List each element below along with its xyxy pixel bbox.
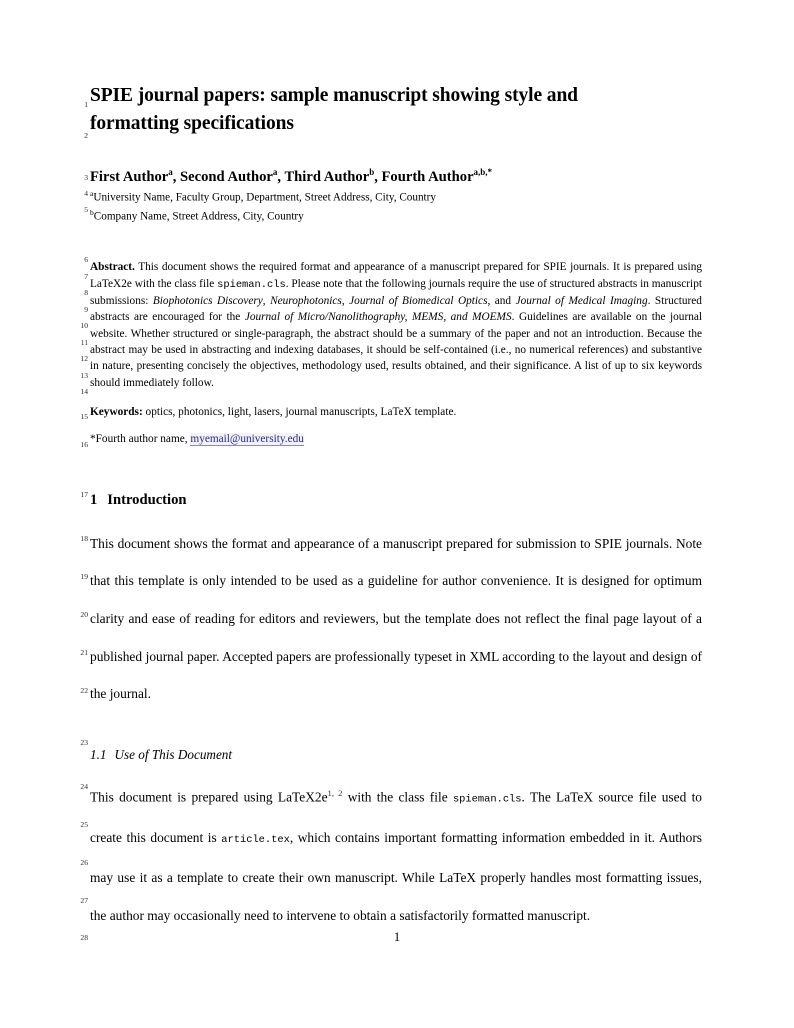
line-number: 27 (80, 896, 88, 905)
line-number: 5 (84, 205, 88, 214)
author-2-affil-mark: a (272, 167, 278, 178)
para-text-4: , which contains important formatting information embedded in it. Authors may use it as a template to create their own manuscript. While LaTeX properly handles most formatting issues, the author may occasionally need to intervene to obtain a satisfactorily formatted manuscript. (90, 829, 702, 924)
author-4: Fourth Author (381, 169, 474, 186)
para-text-1: This document is prepared using LaTeX2e (90, 789, 328, 805)
line-number: 10 (80, 321, 88, 330)
author-2: Second Author (180, 169, 273, 186)
abstract-part-3: , (262, 294, 271, 307)
email-link[interactable]: myemail@university.edu (190, 433, 304, 446)
affiliation-a (90, 188, 702, 206)
abstract-part-1: This document shows the required format and appearance of a manuscript prepared for SPIE journals. It is prepared using LaTeX2e with the class file (90, 261, 702, 290)
footnote-prefix: *Fourth author name, (90, 433, 191, 446)
affiliation-b-text: Company Name, Street Address, City, Country (93, 211, 304, 224)
abstract-journal-2: Neurophotonics (270, 294, 342, 307)
subsection-heading-1-1 (90, 747, 702, 763)
subsection-1-1-paragraph (90, 775, 702, 935)
keywords (90, 404, 702, 420)
line-number: 12 (80, 354, 88, 363)
keywords-label: Keywords: (90, 406, 143, 419)
line-number: 28 (80, 933, 88, 942)
line-number: 9 (84, 305, 88, 314)
abstract-part-2: . Please note that the following journals require the use of structured abstracts in manuscript submissions: (90, 277, 702, 307)
line-number: 20 (80, 610, 88, 619)
author-3: Third Author (284, 169, 370, 186)
abstract-part-4: , (341, 294, 350, 307)
line-number: 1 (84, 100, 88, 109)
author-1: First Author (90, 169, 169, 186)
page-title (90, 82, 702, 137)
subsection-number-1-1: 1.1 (90, 746, 107, 762)
affiliation-b (90, 207, 702, 225)
citation-link[interactable]: 1, 2 (327, 787, 343, 798)
source-file-name: article.tex (221, 833, 290, 846)
abstract-journal-3: Journal of Biomedical Optics (349, 294, 488, 307)
line-number: 25 (80, 820, 88, 829)
line-number: 8 (84, 288, 88, 297)
section-number-1: 1 (90, 491, 98, 508)
line-number: 21 (80, 648, 88, 657)
line-number: 18 (80, 534, 88, 543)
line-number: 19 (80, 572, 88, 581)
affiliation-a-text: University Name, Faculty Group, Department, Street Address, City, Country (93, 191, 436, 204)
abstract-journal-5: Journal of Micro/Nanolithography, MEMS, and MOEMS (244, 311, 512, 324)
line-number: 16 (80, 440, 88, 449)
abstract-part-7: . Guidelines are available on the journal website. Whether structured or single-paragraph, the abstract should be a summary of the paper and not an introduction. Because the abstract may be used in abstracting and indexing databases, it should be self-contained (i.e., no numerical references) and substantive in nature, presenting concisely the objectives, methodology used, results obtained, and their significance. A list of up to six keywords should immediately follow. (90, 311, 703, 389)
section-title-1: Introduction (107, 491, 187, 508)
section-heading-1 (90, 492, 702, 509)
affiliation-b-mark: b (90, 208, 94, 218)
para-text-3: . The LaTeX source file used to create this document is (90, 789, 702, 845)
abstract (90, 259, 702, 391)
line-number: 4 (84, 189, 88, 198)
line-number: 17 (80, 490, 88, 499)
line-number: 3 (84, 173, 88, 182)
abstract-class-file: spieman.cls (217, 278, 286, 291)
para-text-2: with the class file (342, 789, 453, 805)
line-number: 23 (80, 738, 88, 747)
author-3-affil-mark: b (369, 167, 375, 178)
abstract-journal-4: Journal of Medical Imaging (515, 294, 648, 307)
author-list: First Author$^a$, Second Author$^a$, Third Author$^b$, Fourth Author$^{a,b,*}$ (90, 167, 493, 186)
page-number: 1 (393, 930, 401, 944)
author-1-affil-mark: a (168, 167, 173, 178)
line-number: 15 (80, 412, 88, 421)
abstract-part-6: . Structured abstracts are encouraged for the (90, 294, 702, 324)
class-file-name: spieman.cls (452, 793, 522, 806)
line-number: 13 (80, 371, 88, 380)
subsection-title-1-1: Use of This Document (114, 746, 233, 762)
section-1-paragraph: This document shows the format and appearance of a manuscript prepared for submission to SPIE journals. Note that this template is only intended to be used as a guideline for author convenience. It is designed for optimum clarity and ease of reading for editors and reviewers, but the template does not reflect the final page layout of a published journal paper. Accepted papers are professionally typeset in XML according to the layout and design of the journal. (90, 535, 702, 702)
line-number: 11 (80, 338, 88, 347)
abstract-journal-1: Biophotonics Discovery (152, 294, 263, 307)
citation-ref[interactable] (328, 788, 343, 798)
title-line-1: SPIE journal papers: sample manuscript showing style and (90, 85, 578, 106)
line-number: 14 (80, 387, 88, 396)
corresponding-author-footnote (90, 431, 702, 447)
line-number: 22 (80, 686, 88, 695)
line-number: 24 (80, 782, 88, 791)
paper-content (90, 82, 702, 948)
line-number: 2 (84, 131, 88, 140)
line-number: 6 (84, 255, 88, 264)
abstract-part-5: , and (487, 294, 516, 307)
author-4-affil-mark: a,b,* (473, 167, 493, 178)
keywords-text: optics, photonics, light, lasers, journal manuscripts, LaTeX template. (142, 406, 457, 419)
affiliation-a-mark: a (90, 189, 94, 199)
title-line-2: formatting specifications (90, 112, 294, 134)
line-number: 7 (84, 272, 88, 281)
line-number: 26 (80, 858, 88, 867)
abstract-label: Abstract. (90, 261, 135, 274)
